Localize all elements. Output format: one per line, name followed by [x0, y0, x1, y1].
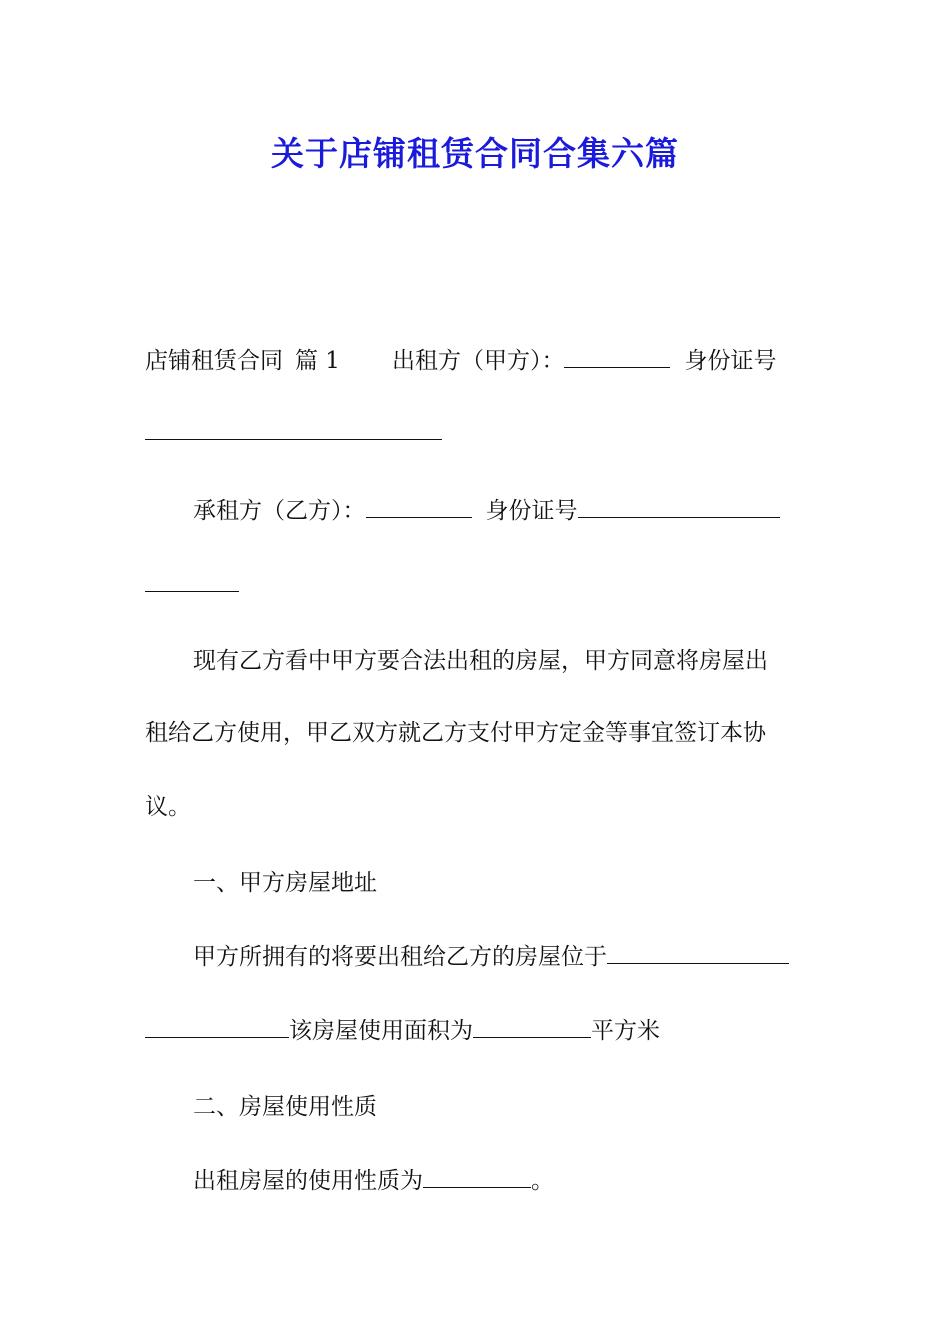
lessee-id-blank	[578, 497, 780, 518]
area-label: 该房屋使用面积为	[289, 1018, 473, 1044]
part-number: 篇 1	[295, 348, 340, 374]
lessor-line	[145, 346, 776, 376]
paragraph-line: 租给乙方使用，甲乙双方就乙方支付甲方定金等事宜签订本协	[145, 720, 766, 746]
lessee-id-label: 身份证号	[485, 498, 578, 524]
address-blank	[607, 943, 789, 964]
contract-heading: 店铺租赁合同	[145, 348, 283, 374]
lessor-label: 出租方（甲方）：	[391, 348, 565, 374]
usage-blank	[423, 1167, 531, 1188]
address-blank-continued	[145, 1017, 289, 1038]
address-line	[193, 942, 789, 972]
lessor-id-line	[145, 418, 442, 448]
lessee-line	[193, 496, 780, 526]
document-title: 关于店铺租赁合同合集六篇	[271, 134, 679, 173]
lessee-id-blank-continued	[145, 571, 239, 592]
lessor-name-blank	[564, 347, 670, 368]
lessee-name-blank	[366, 497, 472, 518]
area-blank	[473, 1017, 591, 1038]
lessee-label: 承租方（乙方）：	[193, 498, 366, 524]
section-heading: 二、房屋使用性质	[193, 1094, 377, 1120]
lessor-id-blank	[145, 419, 442, 440]
paragraph-line: 现有乙方看中甲方要合法出租的房屋，甲方同意将房屋出	[193, 648, 768, 674]
lessee-id-line-continued	[145, 570, 239, 600]
area-unit: 平方米	[591, 1018, 660, 1044]
section-heading: 一、甲方房屋地址	[193, 870, 377, 896]
usage-end: 。	[531, 1168, 554, 1194]
area-line	[145, 1016, 660, 1046]
usage-line	[193, 1166, 554, 1196]
usage-label: 出租房屋的使用性质为	[193, 1168, 423, 1194]
paragraph-line: 议。	[145, 794, 191, 820]
address-label: 甲方所拥有的将要出租给乙方的房屋位于	[193, 944, 607, 970]
lessor-id-label: 身份证号	[684, 348, 777, 374]
